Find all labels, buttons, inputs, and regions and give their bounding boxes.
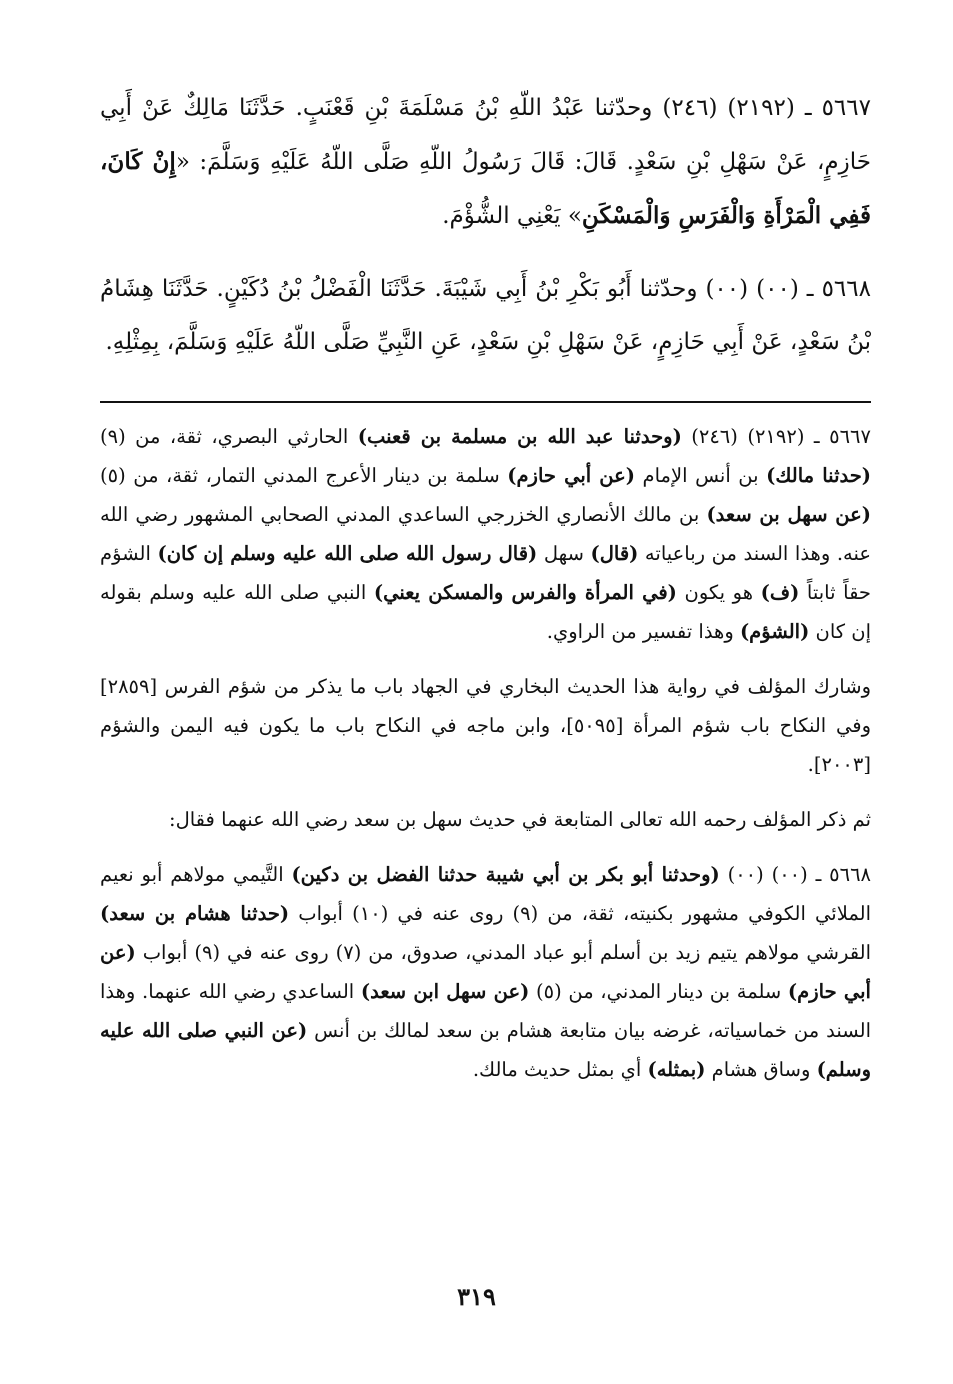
hadith-5667-quote: إِنْ كَانَ، فَفِي الْمَرْأَةِ وَالْفَرَسِ وَالْمَسْكَنِ bbox=[100, 148, 871, 229]
commentary-bold: (عن سهل ابن سعد) bbox=[360, 980, 530, 1003]
commentary-bold: (قال) bbox=[590, 542, 639, 565]
commentary-text: سهل bbox=[537, 542, 591, 565]
footnote-divider bbox=[100, 401, 871, 403]
commentary-text: وهذا تفسير من الراوي. bbox=[546, 620, 740, 643]
commentary-bold: (في المرأة والفرس والمسكن يعني) bbox=[373, 581, 677, 604]
page-content bbox=[100, 82, 871, 1105]
commentary-text: التَّيمي مولاهم أبو نعيم الملائي الكوفي مشهور بكنيته، ثقة، من (٩) روى عنه في (١٠) أبواب bbox=[100, 863, 872, 925]
commentary-bold: (عن سهل بن سعد) bbox=[706, 503, 871, 526]
commentary-text: بن أنس الإمام bbox=[635, 464, 767, 487]
commentary-text: القرشي مولاهم يتيم زيد بن أسلم أبو عباد المدني، صدوق، من (٧) روى عنه في (٩) أبواب bbox=[135, 941, 871, 964]
commentary-bold: (ف) bbox=[760, 581, 800, 604]
commentary-bold: (حدثنا مالك) bbox=[766, 464, 872, 487]
hadith-5668: ٥٦٦٨ ـ (٠٠) (٠٠) وحدّثنا أَبُو بَكْرِ بْنُ أَبِي شَيْبَةَ. حَدَّثَنَا الْفَضْلُ بْنُ دُكَيْنٍ. حَدَّثَنَا هِشَامُ بْنُ سَعْدٍ، عَنْ أَبِي حَازِمٍ، عَنْ سَهْلِ بْنِ سَعْدٍ، عَنِ النَّبِيِّ صَلَّى اللّهُ عَلَيْهِ وَسَلَّمَ، بِمِثْلِهِ. bbox=[100, 276, 871, 355]
commentary-text: وساق هشام bbox=[705, 1058, 817, 1081]
page-number: ٣١٩ bbox=[457, 1282, 496, 1311]
commentary-bold: (حدثنا هشام بن سعد) bbox=[100, 902, 290, 925]
commentary-bold: (عن أبي حازم) bbox=[507, 464, 635, 487]
commentary-text: ٥٦٦٧ ـ (٢١٩٢) (٢٤٦) bbox=[681, 425, 871, 448]
commentary-text: سلمة بن دينار الأعرج المدني التمار، ثقة، من (٥) bbox=[100, 464, 508, 487]
commentary-text: النبي صلى الله عليه وسلم بقوله إن كان bbox=[100, 581, 871, 643]
hadith-5667-text: ٥٦٦٧ ـ (٢١٩٢) (٢٤٦) وحدّثنا عَبْدُ اللّهِ بْنُ مَسْلَمَةَ بْنِ قَعْنَبٍ. حَدَّثَنَا مَالِكٌ عَنْ أَبِي حَازِمٍ، عَنْ سَهْلِ بْنِ سَعْدٍ. قَالَ: قَالَ رَسُولُ اللّهِ صَلَّى اللّهُ عَلَيْهِ وَسَلَّمَ: « bbox=[100, 95, 872, 175]
commentary-text: هو يكون bbox=[676, 581, 761, 604]
commentary-bold: (عن النبي صلى الله عليه وسلم) bbox=[100, 1019, 871, 1081]
commentary-text: سلمة بن دينار المدني، من (٥) bbox=[529, 980, 788, 1003]
commentary-bold: (الشؤم) bbox=[739, 620, 810, 643]
commentary-text: ٥٦٦٨ ـ (٠٠) (٠٠) bbox=[719, 863, 872, 886]
commentary-text: بن مالك الأنصاري الخزرجي الساعدي المدني الصحابي المشهور رضي الله عنه. وهذا السند من رباعياته bbox=[100, 503, 871, 565]
commentary-bold: (وحدثنا عبد الله بن مسلمة بن قعنب) bbox=[357, 425, 682, 448]
commentary-text: الشؤم حقاً ثابتاً bbox=[100, 542, 871, 604]
hadith-5667-ending: » يَعْنِي الشُّؤْمَ. bbox=[442, 203, 582, 229]
commentary-5667 bbox=[100, 417, 871, 651]
commentary-bold: (قال رسول الله صلى الله عليه وسلم إن كان) bbox=[157, 542, 538, 565]
commentary-5668 bbox=[100, 855, 871, 1089]
commentary-text: الساعدي رضي الله عنهما. وهذا السند من خماسياته، غرضه بيان متابعة هشام بن سعد لمالك بن أنس bbox=[100, 980, 871, 1042]
commentary-bold: (عن أبي حازم) bbox=[100, 941, 871, 1003]
commentary-bold: (بمثله) bbox=[647, 1058, 706, 1081]
commentary-text: الحارثي البصري، ثقة، من (٩) bbox=[100, 425, 358, 448]
commentary-text: أي بمثل حديث مالك. bbox=[472, 1058, 648, 1081]
hadith-5667 bbox=[100, 82, 871, 243]
commentary-sharing: وشارك المؤلف في رواية هذا الحديث البخاري في الجهاد باب ما يذكر من شؤم الفرس [٢٨٥٩] وفي النكاح باب شؤم المرأة [٥٠٩٥]، وابن ماجه في النكاح باب ما يكون فيه اليمن والشؤم [٢٠٠٣]. bbox=[100, 675, 871, 776]
commentary-transition: ثم ذكر المؤلف رحمه الله تعالى المتابعة في حديث سهل بن سعد رضي الله عنهما فقال: bbox=[169, 808, 871, 831]
commentary-bold: (وحدثنا أبو بكر بن أبي شيبة حدثنا الفضل بن دكين) bbox=[291, 863, 720, 886]
